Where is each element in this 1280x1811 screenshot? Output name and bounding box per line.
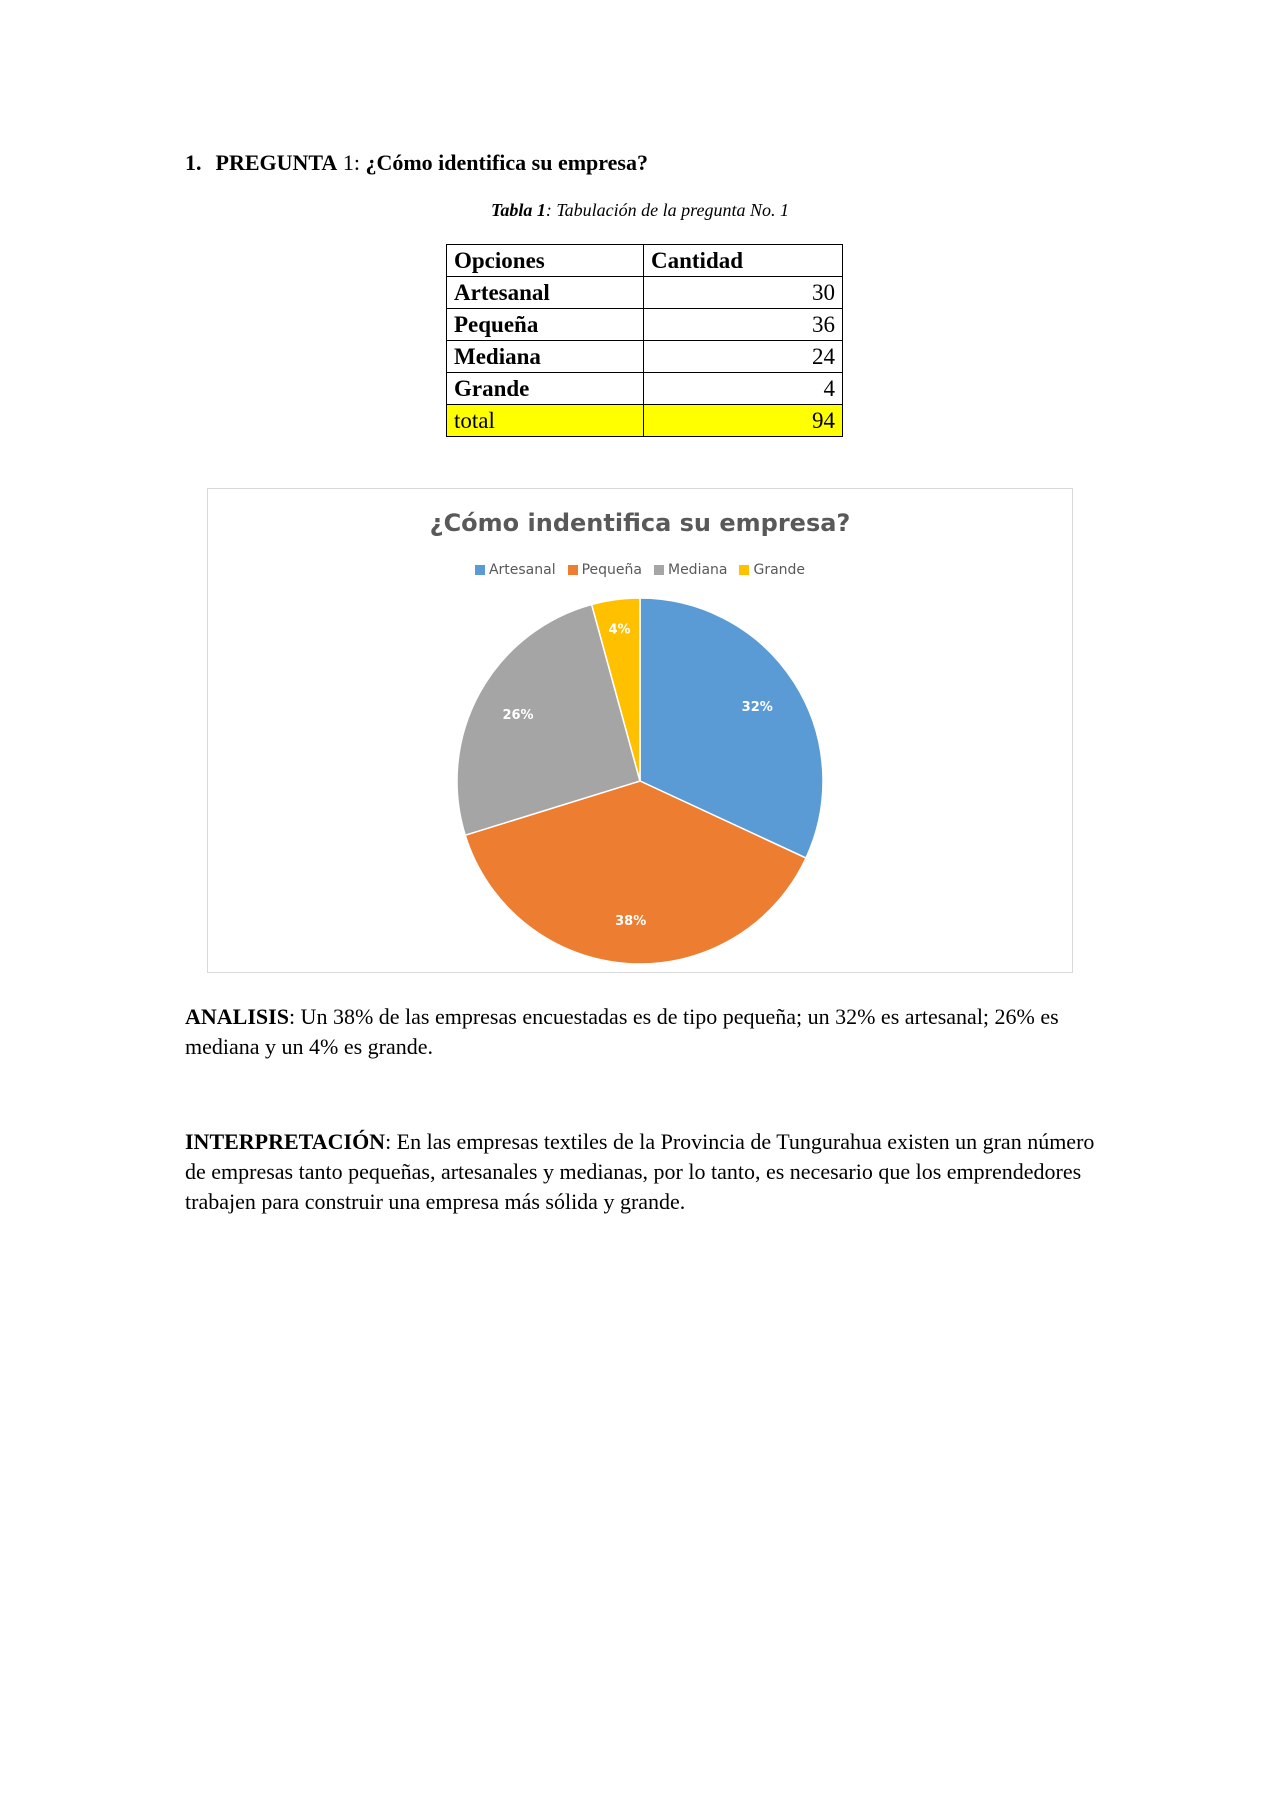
- analysis-text: : Un 38% de las empresas encuestadas es de tipo pequeña; un 32% es artesanal; 26% es mediana y un 4% es grande.: [185, 1004, 1059, 1059]
- table-total-row: [447, 405, 843, 437]
- heading-question: ¿Cómo identifica su empresa?: [365, 150, 648, 175]
- total-count: 94: [644, 405, 843, 437]
- chart-title: ¿Cómo indentifica su empresa?: [429, 509, 851, 537]
- header-quantity: Cantidad: [644, 245, 843, 277]
- table-header-row: [447, 245, 843, 277]
- data-label: 26%: [502, 708, 534, 724]
- table-row: [447, 373, 843, 405]
- legend-label: Grande: [753, 562, 806, 578]
- row-count: 30: [644, 277, 843, 309]
- table-row: [447, 309, 843, 341]
- heading-colon: :: [353, 150, 366, 175]
- interpretation-text: : En las empresas textiles de la Provincia de Tungurahua existen un gran número de empresas tanto pequeñas, artesanales y medianas, por lo tanto, es necesario que los emprendedores trabajen para construir una empresa más sólida y grande.: [185, 1129, 1095, 1214]
- legend-label: Mediana: [667, 562, 728, 578]
- heading-question-number: 1: [337, 150, 354, 175]
- legend-label: Artesanal: [488, 562, 556, 578]
- row-option: Mediana: [447, 341, 644, 373]
- pie-plot: [208, 489, 1072, 972]
- row-count: 4: [644, 373, 843, 405]
- total-label: total: [447, 405, 644, 437]
- legend-label: Pequeña: [581, 562, 642, 578]
- caption-text: : Tabulación de la pregunta No. 1: [545, 200, 789, 220]
- interpretation-paragraph: [185, 1127, 1105, 1217]
- heading-number: 1.: [185, 150, 202, 175]
- row-option: Artesanal: [447, 277, 644, 309]
- row-count: 36: [644, 309, 843, 341]
- pie-chart: [207, 488, 1073, 973]
- table-row: [447, 277, 843, 309]
- row-count: 24: [644, 341, 843, 373]
- table-caption: [0, 200, 1280, 221]
- data-label: 38%: [615, 913, 647, 929]
- question-heading: [185, 150, 648, 176]
- interpretation-label: INTERPRETACIÓN: [185, 1129, 386, 1154]
- caption-label: Tabla 1: [490, 200, 546, 220]
- analysis-label: ANALISIS: [185, 1004, 289, 1029]
- row-option: Pequeña: [447, 309, 644, 341]
- analysis-paragraph: [185, 1002, 1105, 1062]
- header-options: Opciones: [447, 245, 644, 277]
- data-label: 4%: [608, 622, 631, 638]
- table-row: [447, 341, 843, 373]
- data-label: 32%: [741, 700, 773, 716]
- tabulation-table: [446, 244, 843, 437]
- heading-word: PREGUNTA: [215, 150, 338, 175]
- row-option: Grande: [447, 373, 644, 405]
